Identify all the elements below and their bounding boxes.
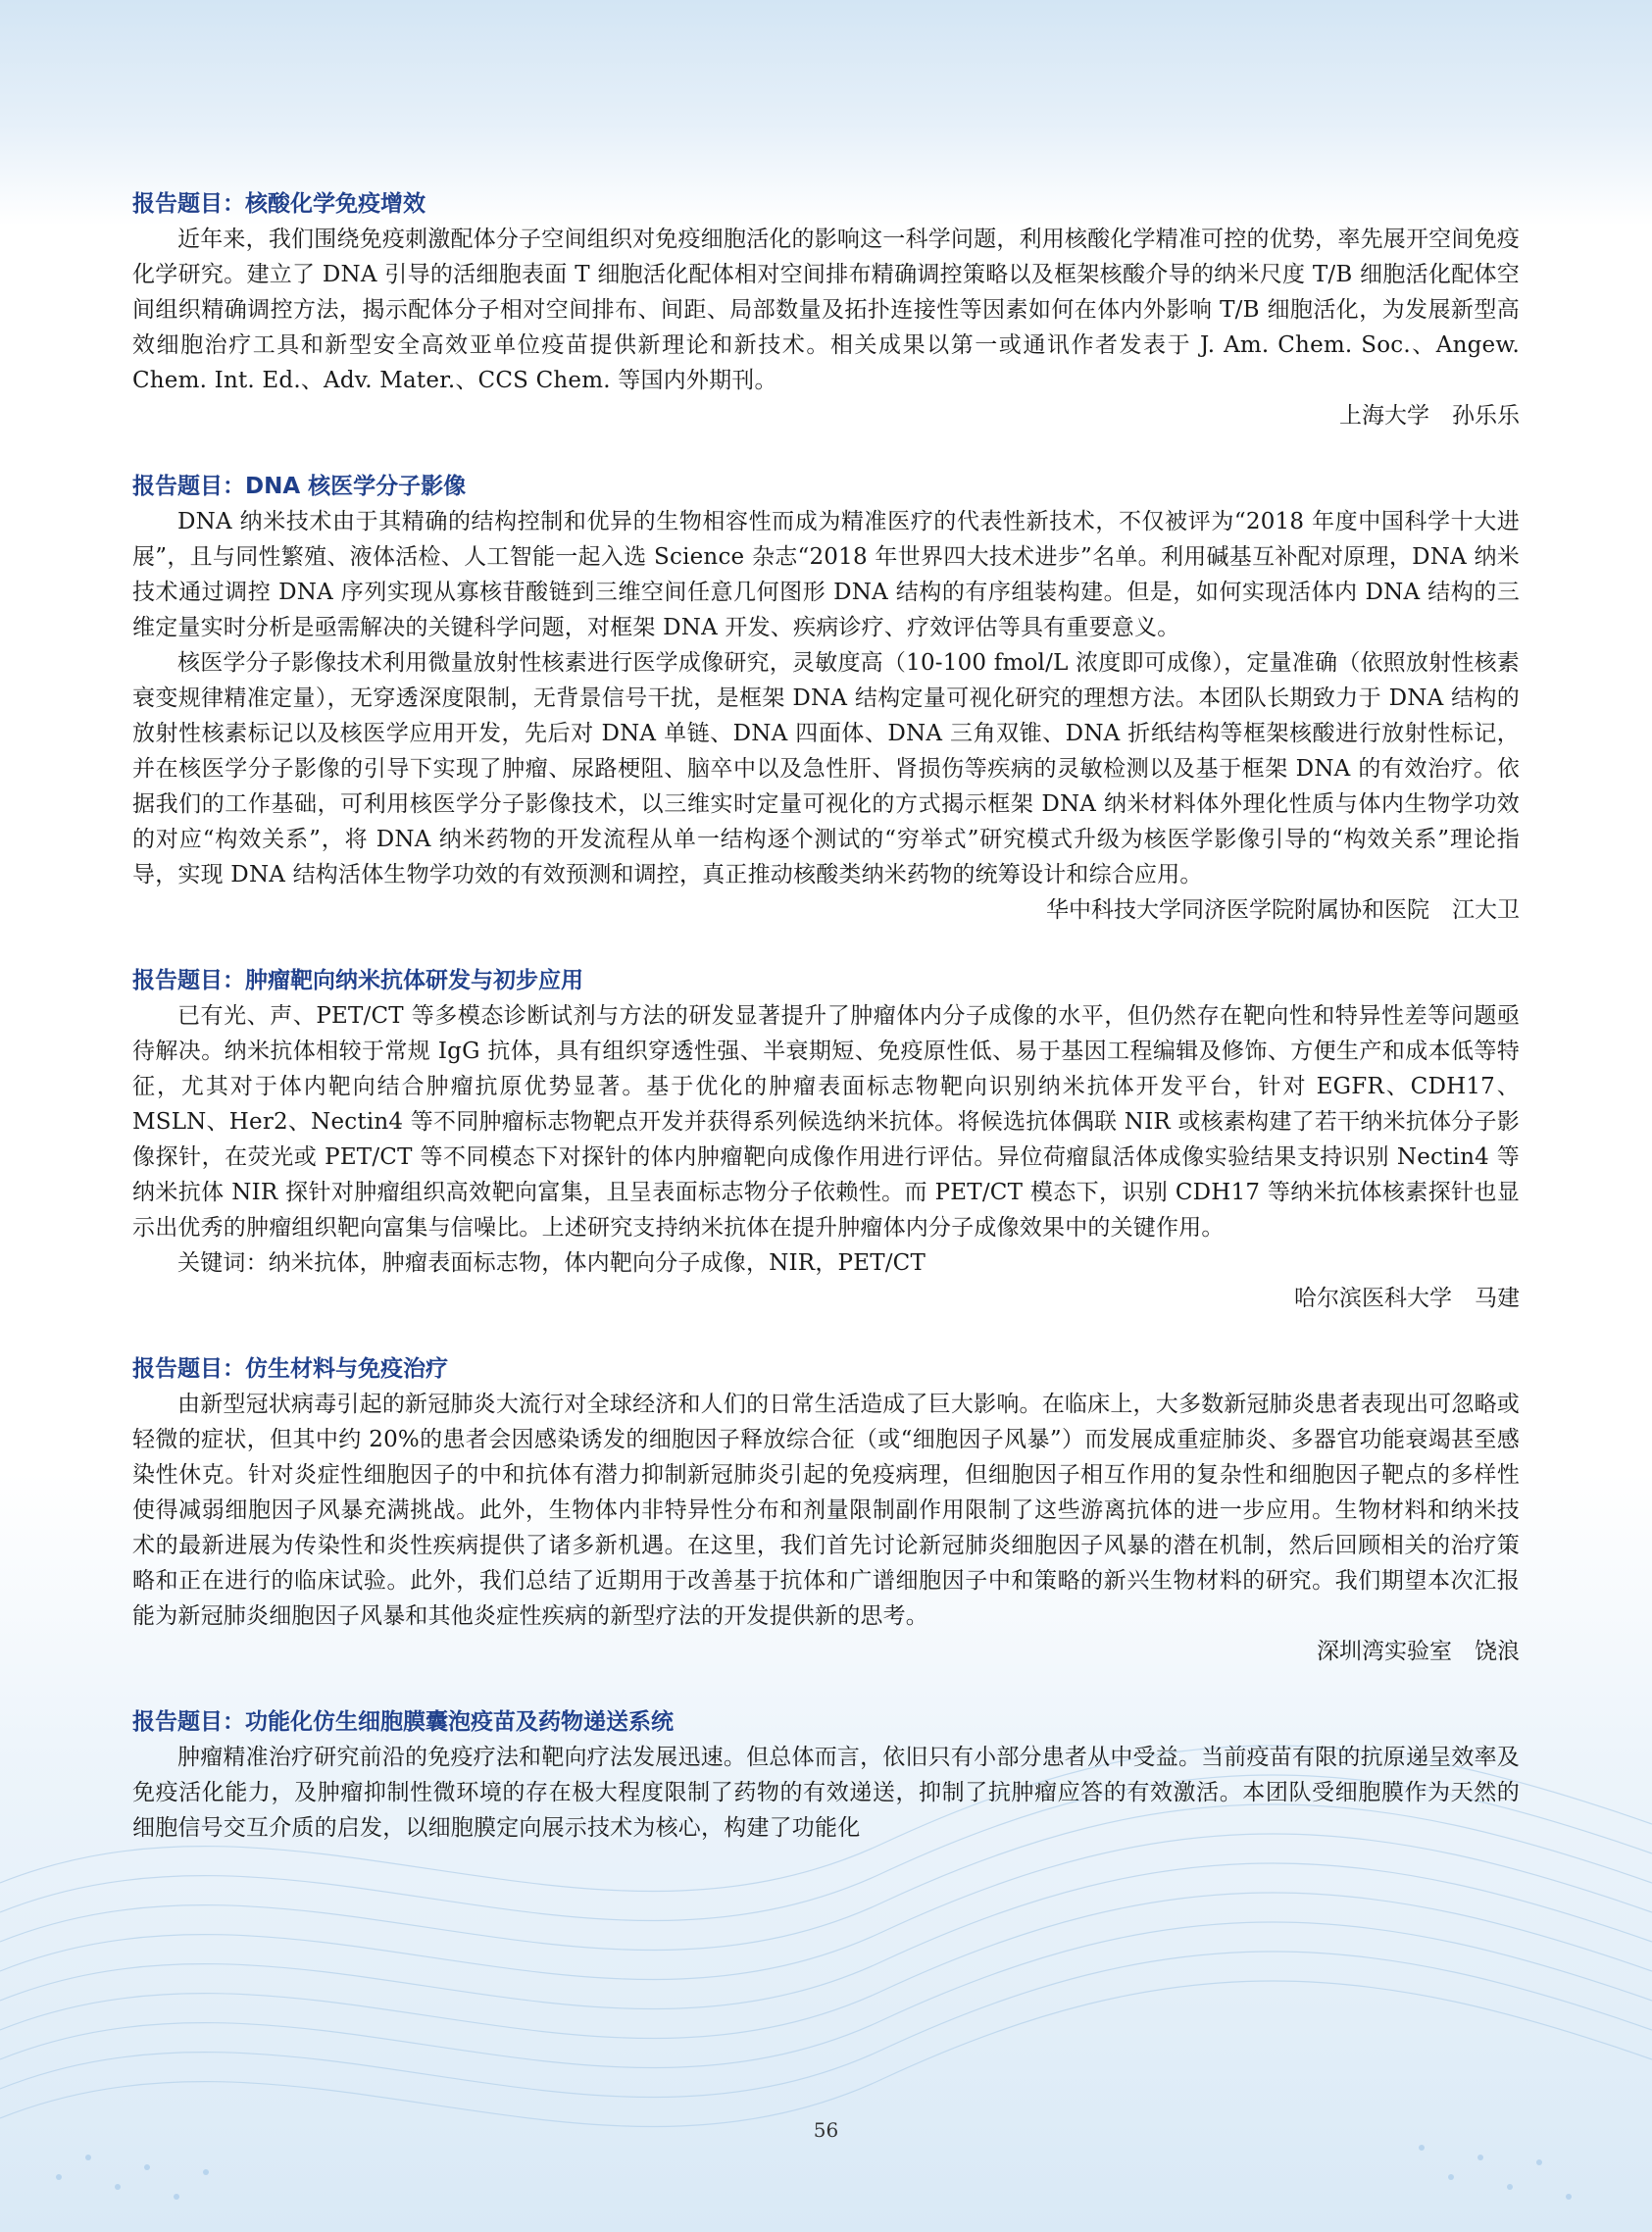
keywords-line: 关键词：纳米抗体，肿瘤表面标志物，体内靶向分子成像，NIR，PET/CT bbox=[177, 1250, 926, 1276]
section-title: 报告题目：DNA 核医学分子影像 bbox=[132, 474, 467, 499]
report-section bbox=[132, 1704, 1520, 1846]
report-section bbox=[132, 1351, 1520, 1669]
page-number: 56 bbox=[813, 2118, 839, 2142]
report-content bbox=[132, 186, 1520, 1881]
abstract-paragraph: 已有光、声、PET/CT 等多模态诊断试剂与方法的研发显著提升了肿瘤体内分子成像的水平，但仍然存在靶向性和特异性差等问题亟待解决。纳米抗体相较于常规 IgG 抗体，具有组织穿透性强、半衰期短、免疫原性低、易于基因工程编辑及修饰、方便生产和成本低等特征，尤其对于体内靶向结合肿瘤抗原优势显著。基于优化的肿瘤表面标志物靶向识别纳米抗体开发平台，针对 EGFR、CDH17、MSLN、Her2、Nectin4 等不同肿瘤标志物靶点开发并获得系列候选纳米抗体。将候选抗体偶联 NIR 或核素构建了若干纳米抗体分子影像探针，在荧光或 PET/CT 等不同模态下对探针的体内肿瘤靶向成像作用进行评估。异位荷瘤鼠活体成像实验结果支持识别 Nectin4 等纳米抗体 NIR 探针对肿瘤组织高效靶向富集，且呈表面标志物分子依赖性。而 PET/CT 模态下，识别 CDH17 等纳米抗体核素探针也显示出优秀的肿瘤组织靶向富集与信噪比。上述研究支持纳米抗体在提升肿瘤体内分子成像效果中的关键作用。 bbox=[132, 1003, 1520, 1241]
abstract-paragraph: 核医学分子影像技术利用微量放射性核素进行医学成像研究，灵敏度高（10-100 fmol/L 浓度即可成像），定量准确（依照放射性核素衰变规律精准定量），无穿透深度限制，无背景信号干扰，是框架 DNA 结构定量可视化研究的理想方法。本团队长期致力于 DNA 结构的放射性核素标记以及核医学应用开发，先后对 DNA 单链、DNA 四面体、DNA 三角双锥、DNA 折纸结构等框架核酸进行放射性标记，并在核医学分子影像的引导下实现了肿瘤、尿路梗阻、脑卒中以及急性肝、肾损伤等疾病的灵敏检测以及基于框架 DNA 的有效治疗。依据我们的工作基础，可利用核医学分子影像技术，以三维实时定量可视化的方式揭示框架 DNA 纳米材料体外理化性质与体内生物学功效的对应“构效关系”，将 DNA 纳米药物的开发流程从单一结构逐个测试的“穷举式”研究模式升级为核医学影像引导的“构效关系”理论指导，实现 DNA 结构活体生物学功效的有效预测和调控，真正推动核酸类纳米药物的统筹设计和综合应用。 bbox=[132, 650, 1520, 888]
report-section bbox=[132, 963, 1520, 1316]
abstract-paragraph: DNA 纳米技术由于其精确的结构控制和优异的生物相容性而成为精准医疗的代表性新技术，不仅被评为“2018 年度中国科学十大进展”，且与同性繁殖、液体活检、人工智能一起入选 Science 杂志“2018 年世界四大技术进步”名单。利用碱基互补配对原理，DNA 纳米技术通过调控 DNA 序列实现从寡核苷酸链到三维空间任意几何图形 DNA 结构的有序组装构建。但是，如何实现活体内 DNA 结构的三维定量实时分析是亟需解决的关键科学问题，对框架 DNA 开发、疾病诊疗、疗效评估等具有重要意义。 bbox=[132, 509, 1520, 640]
section-title: 报告题目：仿生材料与免疫治疗 bbox=[132, 1356, 448, 1382]
author-affiliation: 深圳湾实验室 饶浪 bbox=[1317, 1639, 1520, 1664]
report-section bbox=[132, 469, 1520, 928]
report-section bbox=[132, 186, 1520, 433]
author-affiliation: 上海大学 孙乐乐 bbox=[1339, 403, 1520, 429]
section-title: 报告题目：功能化仿生细胞膜囊泡疫苗及药物递送系统 bbox=[132, 1709, 674, 1735]
author-affiliation: 哈尔滨医科大学 马建 bbox=[1294, 1286, 1520, 1311]
abstract-paragraph: 肿瘤精准治疗研究前沿的免疫疗法和靶向疗法发展迅速。但总体而言，依旧只有小部分患者从中受益。当前疫苗有限的抗原递呈效率及免疫活化能力，及肿瘤抑制性微环境的存在极大程度限制了药物的有效递送，抑制了抗肿瘤应答的有效激活。本团队受细胞膜作为天然的细胞信号交互介质的启发，以细胞膜定向展示技术为核心，构建了功能化 bbox=[132, 1745, 1520, 1841]
section-title: 报告题目：核酸化学免疫增效 bbox=[132, 191, 426, 217]
abstract-paragraph: 近年来，我们围绕免疫刺激配体分子空间组织对免疫细胞活化的影响这一科学问题，利用核酸化学精准可控的优势，率先展开空间免疫化学研究。建立了 DNA 引导的活细胞表面 T 细胞活化配体相对空间排布精确调控策略以及框架核酸介导的纳米尺度 T/B 细胞活化配体空间组织精确调控方法，揭示配体分子相对空间排布、间距、局部数量及拓扑连接性等因素如何在体内外影响 T/B 细胞活化，为发展新型高效细胞治疗工具和新型安全高效亚单位疫苗提供新理论和新技术。相关成果以第一或通讯作者发表于 J. Am. Chem. Soc.、Angew. Chem. Int. Ed.、Adv. Mater.、CCS Chem. 等国内外期刊。 bbox=[132, 227, 1520, 393]
section-title: 报告题目：肿瘤靶向纳米抗体研发与初步应用 bbox=[132, 968, 583, 993]
abstract-paragraph: 由新型冠状病毒引起的新冠肺炎大流行对全球经济和人们的日常生活造成了巨大影响。在临床上，大多数新冠肺炎患者表现出可忽略或轻微的症状，但其中约 20%的患者会因感染诱发的细胞因子释放综合征（或“细胞因子风暴”）而发展成重症肺炎、多器官功能衰竭甚至感染性休克。针对炎症性细胞因子的中和抗体有潜力抑制新冠肺炎引起的免疫病理，但细胞因子相互作用的复杂性和细胞因子靶点的多样性使得减弱细胞因子风暴充满挑战。此外，生物体内非特异性分布和剂量限制副作用限制了这些游离抗体的进一步应用。生物材料和纳米技术的最新进展为传染性和炎性疾病提供了诸多新机遇。在这里，我们首先讨论新冠肺炎细胞因子风暴的潜在机制，然后回顾相关的治疗策略和正在进行的临床试验。此外，我们总结了近期用于改善基于抗体和广谱细胞因子中和策略的新兴生物材料的研究。我们期望本次汇报能为新冠肺炎细胞因子风暴和其他炎症性疾病的新型疗法的开发提供新的思考。 bbox=[132, 1392, 1520, 1629]
author-affiliation: 华中科技大学同济医学院附属协和医院 江大卫 bbox=[1046, 897, 1520, 923]
